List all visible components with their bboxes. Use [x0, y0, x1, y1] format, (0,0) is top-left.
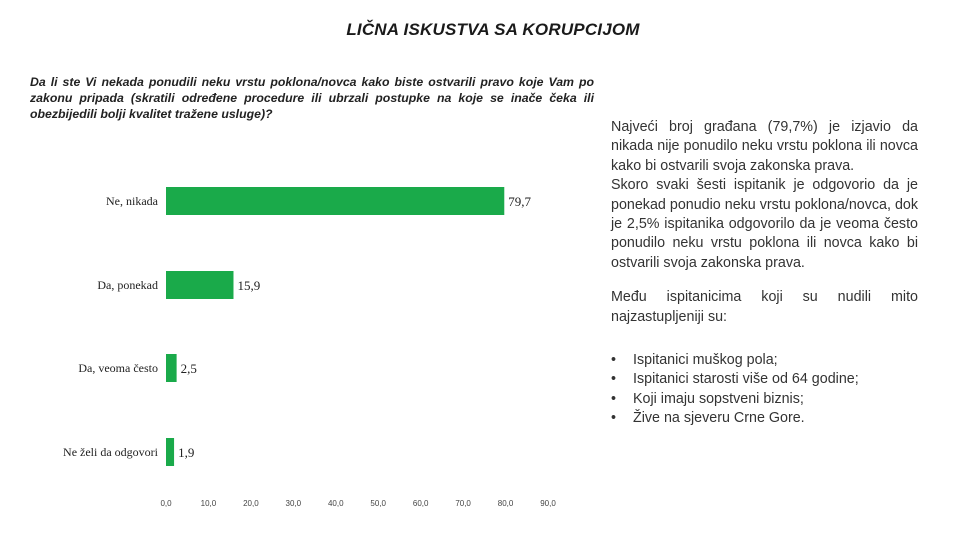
data-label: 1,9: [178, 445, 195, 460]
list-item-text: Ispitanici starosti više od 64 godine;: [633, 371, 859, 388]
x-tick-label: 10,0: [200, 499, 217, 508]
list-item-text: Žive na sjeveru Crne Gore.: [633, 410, 805, 427]
x-tick-label: 30,0: [285, 499, 302, 508]
x-tick-label: 70,0: [455, 499, 471, 508]
bar-3: [166, 438, 174, 466]
summary-text: [611, 118, 918, 429]
x-tick-label: 80,0: [497, 499, 514, 508]
x-tick-label: 40,0: [327, 499, 344, 508]
bullet-icon: •: [611, 371, 617, 388]
list-item: [611, 390, 918, 409]
bar-2: [166, 354, 177, 382]
bullet-list: [611, 351, 918, 429]
category-label: Da, veoma često: [78, 361, 158, 375]
summary-paragraph-1: Najveći broj građana (79,7%) je izjavio da nikada nije ponudilo neku vrstu poklona ili novca kako bi ostvarili svoja zakonska prava.: [611, 119, 918, 174]
category-label: Ne, nikada: [106, 194, 158, 208]
data-label: 79,7: [508, 194, 532, 209]
x-tick-label: 0,0: [160, 499, 172, 508]
x-tick-label: 60,0: [412, 499, 429, 508]
survey-question: Da li ste Vi nekada ponudili neku vrstu poklona/novca kako biste ostvarili pravo koje Vam po zakonu pripada (skratili određene procedure ili ubrzali postupke na koje se inače čeka ili obezbijedili bolji kvalitet tražene usluge)?: [30, 75, 594, 121]
category-label: Ne želi da odgovori: [63, 445, 158, 459]
bullet-icon: •: [611, 390, 617, 407]
list-item-text: Ispitanici muškog pola;: [633, 352, 778, 369]
data-label: 2,5: [180, 361, 197, 376]
page-title: LIČNA ISKUSTVA SA KORUPCIJOM: [346, 20, 640, 39]
bullet-icon: •: [611, 410, 617, 427]
bullet-icon: •: [611, 352, 617, 369]
x-tick-label: 20,0: [243, 499, 259, 508]
list-item: [611, 370, 918, 389]
bar-1: [166, 271, 233, 299]
data-label: 15,9: [237, 278, 261, 293]
bar-0: [166, 187, 504, 215]
summary-paragraph-3: Među ispitanicima koji su nudili mito najzastupljeniji su:: [611, 289, 918, 325]
summary-paragraph-2: Skoro svaki šesti ispitanik je odgovorio da je ponekad ponudio neku vrstu poklona/novca, dok je 2,5% ispitanika odgovorilo da je veoma često ponudilo neku vrstu poklona ili novca kako bi ostvarili svoja zakonska prava.: [611, 177, 918, 271]
x-tick-label: 90,0: [540, 499, 556, 508]
category-label: Da, ponekad: [97, 278, 158, 292]
list-item: [611, 351, 918, 370]
list-item: [611, 409, 918, 428]
x-tick-label: 50,0: [370, 499, 387, 508]
list-item-text: Koji imaju sopstveni biznis;: [633, 390, 804, 407]
